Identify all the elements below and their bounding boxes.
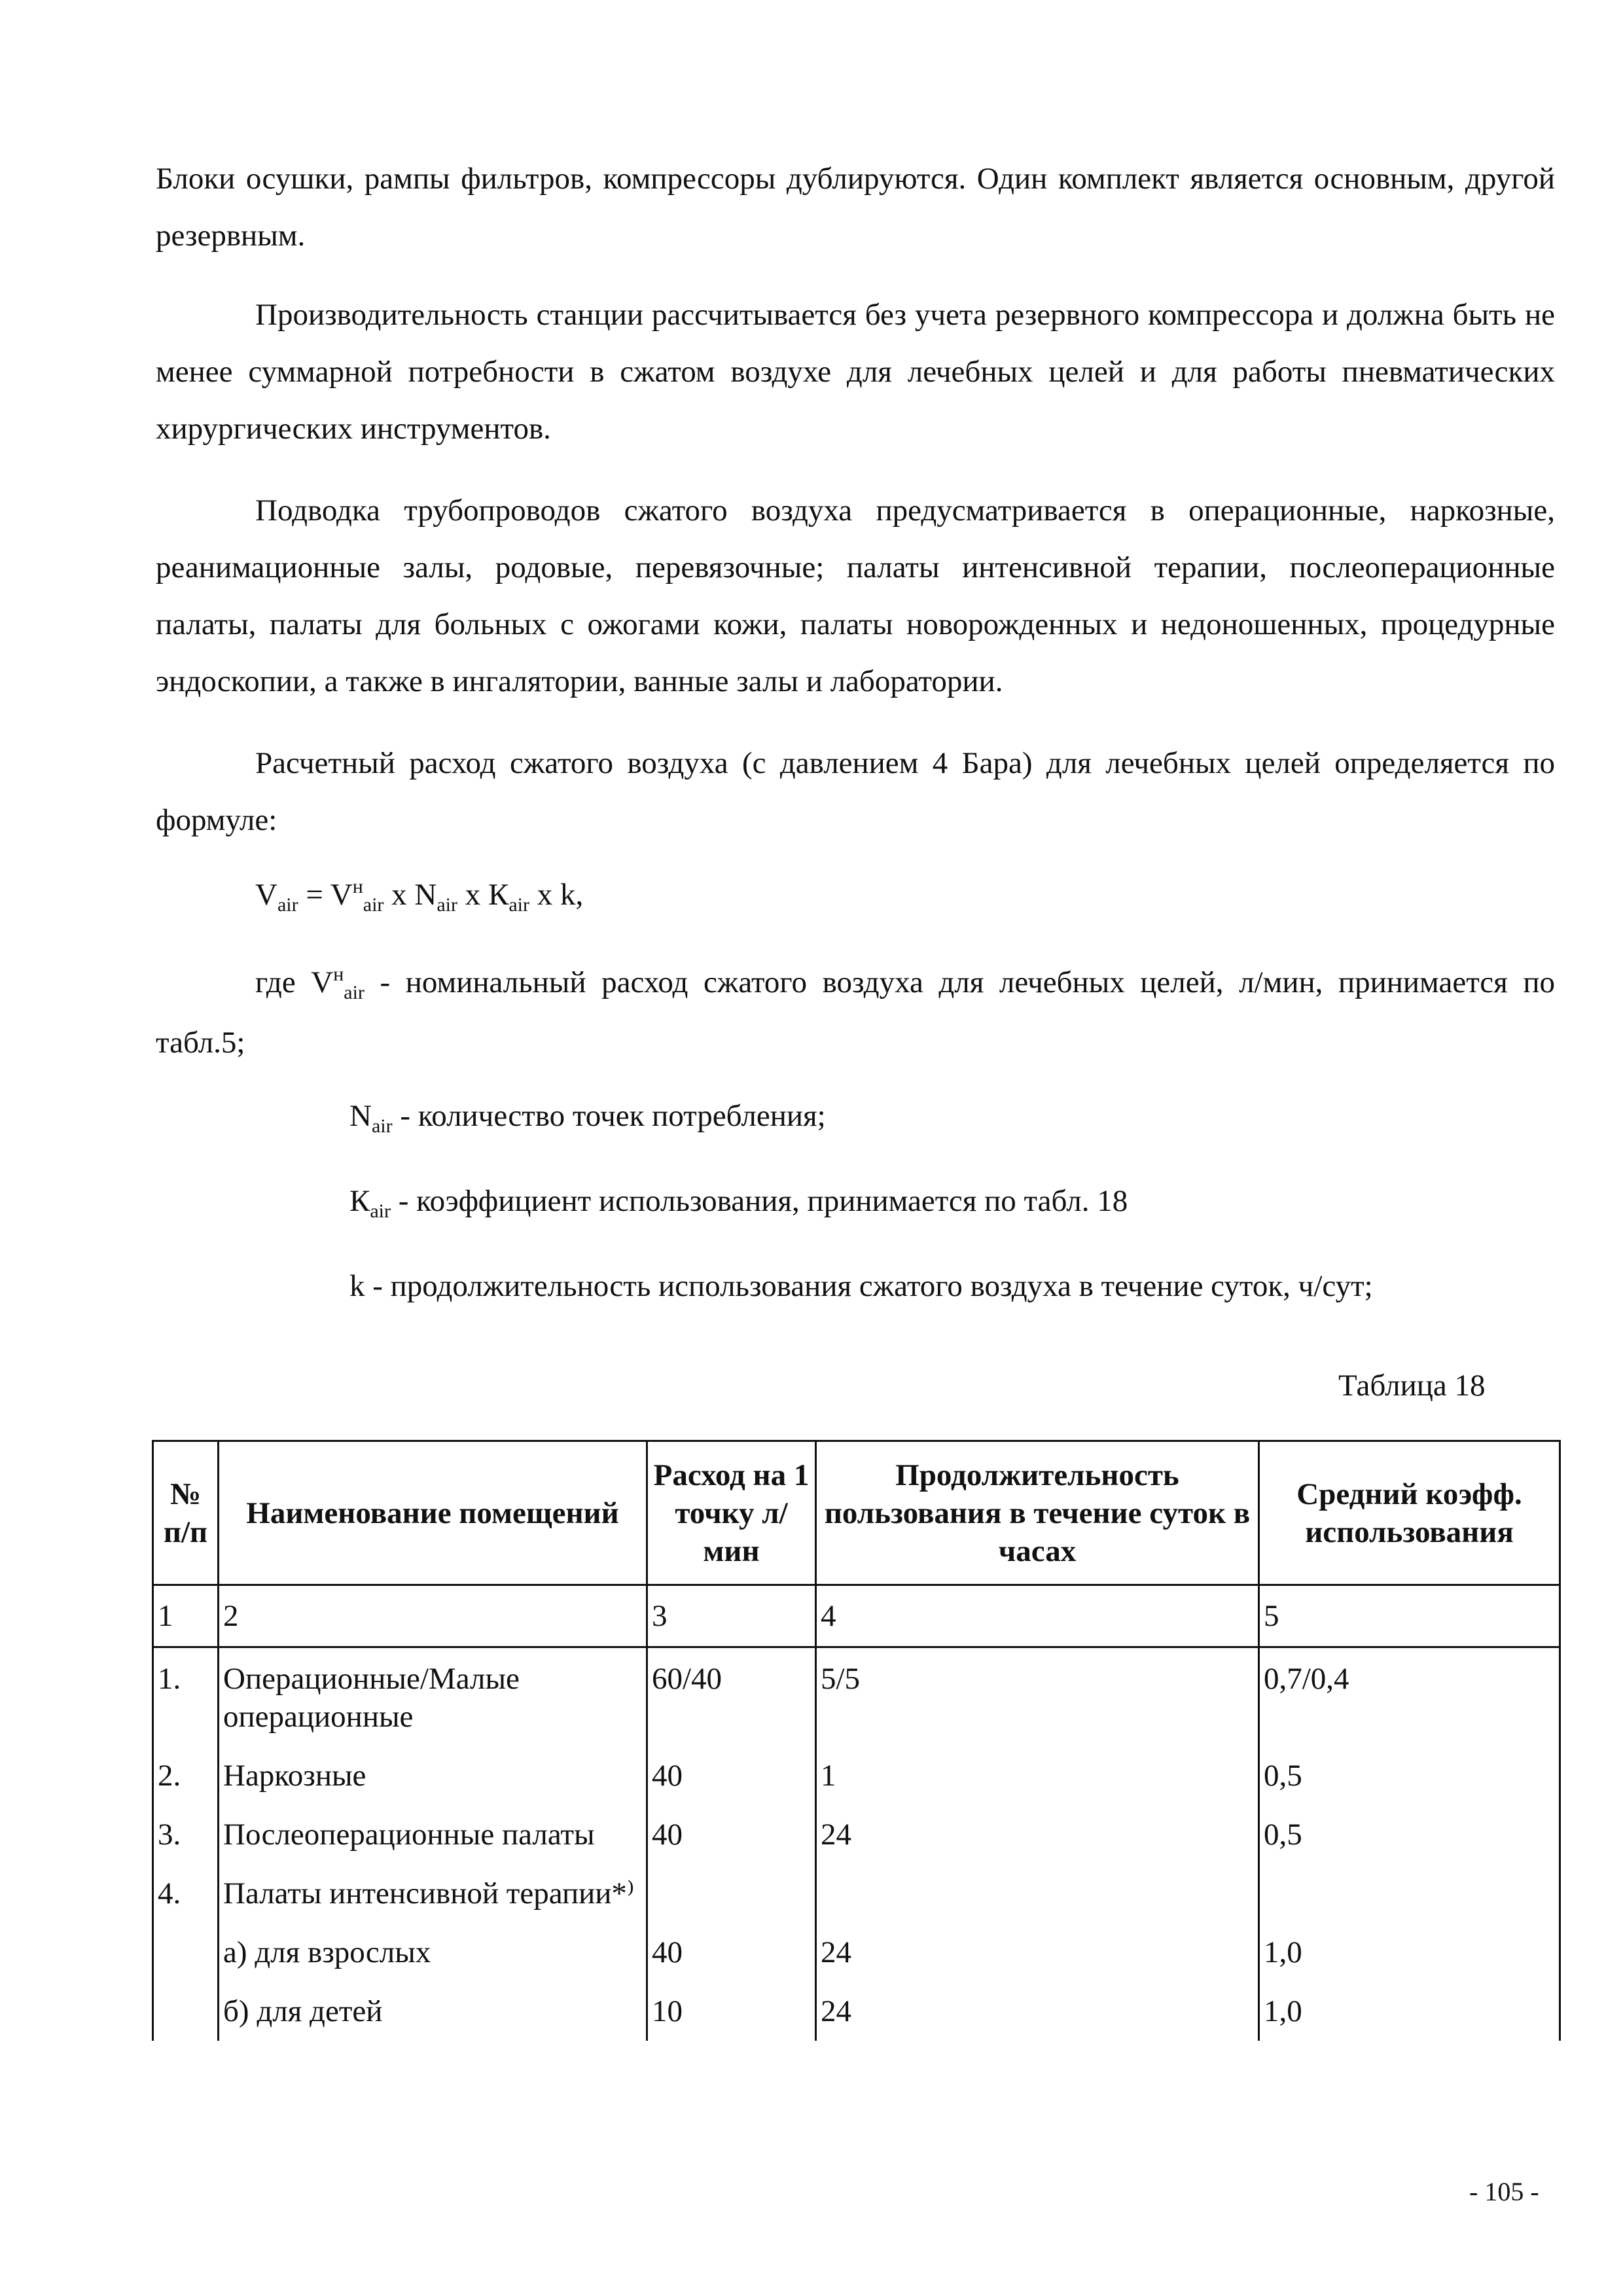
where-v — [156, 954, 1555, 1071]
table-cell: Операционные/Малые операционные — [219, 1647, 647, 1746]
header-room: Наименование помещений — [219, 1441, 647, 1585]
paragraph-3 — [156, 482, 1555, 710]
table-cell: 60/40 — [647, 1647, 816, 1746]
definition-n — [349, 1098, 826, 1137]
table-cell: 1,0 — [1259, 1922, 1560, 1981]
table-cell: 1 — [816, 1745, 1259, 1804]
index-cell: 4 — [816, 1585, 1259, 1647]
def-n-sub: air — [371, 1115, 393, 1137]
definition-k — [349, 1183, 1128, 1222]
table-cell: 0,5 — [1259, 1745, 1560, 1804]
paragraph-2 — [156, 287, 1555, 457]
formula-end: x k, — [529, 878, 584, 912]
formula-k: x К — [457, 878, 509, 912]
formula-eq: = V — [298, 878, 353, 912]
formula-sub: air — [363, 894, 384, 916]
definition-kk: k - продолжительность использования сжатого воздуха в течение суток, ч/сут; — [349, 1269, 1373, 1303]
table-cell: 40 — [647, 1922, 816, 1981]
where-prefix: где V — [255, 965, 334, 999]
header-duration: Продолжительность пользования в течение суток в часах — [816, 1441, 1259, 1585]
table-cell: 10 — [647, 1981, 816, 2041]
table-row — [153, 1745, 1560, 1804]
table-cell: 3. — [153, 1804, 219, 1863]
table-cell: а) для взрослых — [219, 1922, 647, 1981]
formula-n: x N — [383, 878, 437, 912]
table-cell: 40 — [647, 1804, 816, 1863]
table-cell: 24 — [816, 1981, 1259, 2041]
where-sub: air — [344, 982, 365, 1003]
table-row — [153, 1922, 1560, 1981]
table-cell — [153, 1922, 219, 1981]
table-cell: 0,7/0,4 — [1259, 1647, 1560, 1746]
paragraph-1: Блоки осушки, рампы фильтров, компрессоры дублируются. Один комплект является основным, другой резервным. — [156, 162, 1555, 253]
header-coeff: Средний коэфф. использования — [1259, 1441, 1560, 1585]
table-row — [153, 1804, 1560, 1863]
table-cell: 0,5 — [1259, 1804, 1560, 1863]
table-cell: 4. — [153, 1863, 219, 1922]
def-n-text: - количество точек потребления; — [392, 1099, 826, 1133]
def-k-text: - коэффициент использования, принимается по табл. 18 — [391, 1184, 1128, 1218]
table-row — [153, 1863, 1560, 1922]
table-caption: Таблица 18 — [1338, 1369, 1486, 1403]
table-cell: 5/5 — [816, 1647, 1259, 1746]
table-index-row — [153, 1585, 1560, 1647]
table-cell: 1,0 — [1259, 1981, 1560, 2041]
table-header-row — [153, 1441, 1560, 1585]
where-sup: н — [333, 963, 344, 985]
formula — [255, 876, 584, 916]
index-cell: 3 — [647, 1585, 816, 1647]
table-cell: б) для детей — [219, 1981, 647, 2041]
def-k-sym: К — [349, 1184, 370, 1218]
table-cell: Палаты интенсивной терапии*⁾ — [219, 1863, 647, 1922]
table-cell: 24 — [816, 1922, 1259, 1981]
paragraph-4-text: Расчетный расход сжатого воздуха (с давлением 4 Бара) для лечебных целей определяется по формуле: — [156, 746, 1555, 837]
page-number: - 105 - — [1469, 2177, 1539, 2206]
table-cell: Послеоперационные палаты — [219, 1804, 647, 1863]
index-cell: 5 — [1259, 1585, 1560, 1647]
table-cell — [1259, 1863, 1560, 1922]
def-k-sub: air — [370, 1200, 391, 1222]
formula-v: V — [255, 878, 277, 912]
header-flow: Расход на 1 точку л/мин — [647, 1441, 816, 1585]
table-row — [153, 1981, 1560, 2041]
paragraph-3-text: Подводка трубопроводов сжатого воздуха предусматривается в операционные, наркозные, реанимационные залы, родовые, перевязочные; палаты интенсивной терапии, послеоперационные палаты, палаты для больных с ожогами кожи, палаты новорожденных и недоношенных, процедурные эндоскопии, а также в ингалятории, ванные залы и лаборатории. — [156, 493, 1555, 698]
table-cell: 2. — [153, 1745, 219, 1804]
def-n-sym: N — [349, 1099, 372, 1133]
paragraph-2-text: Производительность станции рассчитывается без учета резервного компрессора и должна быть не менее суммарной потребности в сжатом воздухе для лечебных целей и для работы пневматических хирургических инструментов. — [156, 298, 1555, 446]
where-v-text: - номинальный расход сжатого воздуха для лечебных целей, л/мин, принимается по табл.5; — [156, 965, 1555, 1060]
formula-sup: н — [352, 876, 363, 897]
table-cell: 24 — [816, 1804, 1259, 1863]
table-cell: 1. — [153, 1647, 219, 1746]
table-cell — [647, 1863, 816, 1922]
table-row — [153, 1647, 1560, 1746]
table-cell — [153, 1981, 219, 2041]
paragraph-4 — [156, 735, 1555, 849]
consumption-table — [152, 1440, 1561, 2041]
header-number: № п/п — [153, 1441, 219, 1585]
index-cell: 2 — [219, 1585, 647, 1647]
index-cell: 1 — [153, 1585, 219, 1647]
formula-sub: air — [277, 894, 298, 916]
formula-sub: air — [508, 894, 529, 916]
table-cell: 40 — [647, 1745, 816, 1804]
formula-sub: air — [437, 894, 457, 916]
table-cell — [816, 1863, 1259, 1922]
table-cell: Наркозные — [219, 1745, 647, 1804]
